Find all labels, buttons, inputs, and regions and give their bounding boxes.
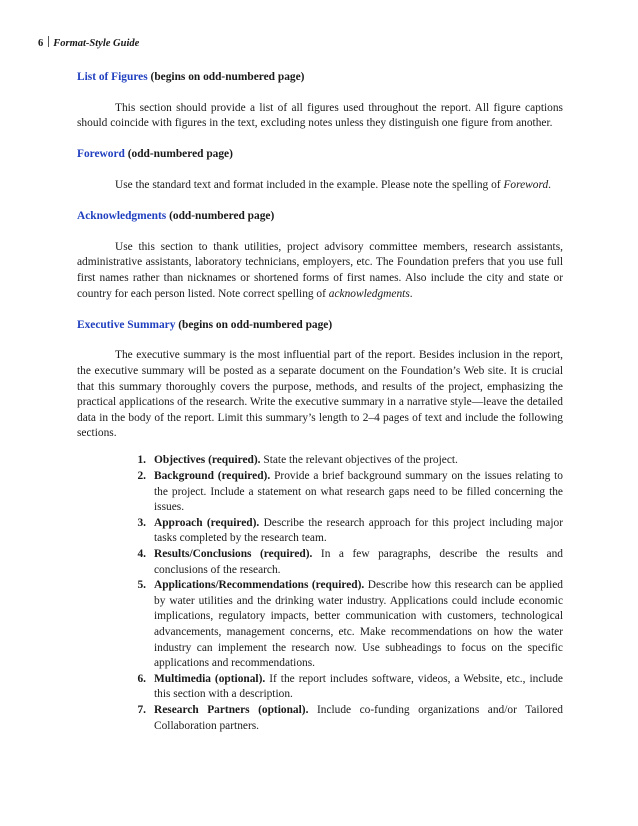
running-title: Format-Style Guide bbox=[53, 38, 140, 49]
item-label: Approach (required). bbox=[154, 516, 260, 529]
section-heading-executive-summary bbox=[77, 318, 563, 334]
item-text: Provide a brief background summary on the issues relating to the project. Include a statement on what research gaps need to be filled concerning the issues. bbox=[154, 470, 563, 514]
item-text-wrap bbox=[154, 547, 563, 578]
item-label: Objectives (required). bbox=[154, 454, 261, 467]
section-heading-foreword bbox=[77, 147, 563, 163]
item-text-wrap bbox=[154, 469, 563, 516]
list-item bbox=[77, 547, 563, 578]
item-text-wrap bbox=[154, 453, 563, 469]
list-item bbox=[77, 516, 563, 547]
item-number: 4. bbox=[137, 548, 146, 561]
item-number: 2. bbox=[137, 470, 146, 483]
section-note: (odd-numbered page) bbox=[169, 210, 275, 223]
section-title[interactable]: Acknowledgments bbox=[77, 210, 167, 223]
item-text: If the report includes software, videos, a Website, etc., include this section with a description. bbox=[154, 672, 563, 701]
body-text: Use the standard text and format included in the example. Please note the spelling of bbox=[115, 178, 504, 191]
page-number: 6 bbox=[38, 38, 44, 49]
item-label: Research Partners (optional). bbox=[154, 703, 309, 716]
body-text: . bbox=[548, 178, 552, 191]
item-text: Describe the research approach for this project including major tasks completed by the research team. bbox=[154, 516, 563, 545]
item-label: Background (required). bbox=[154, 470, 271, 483]
section-note: (begins on odd-numbered page) bbox=[150, 71, 305, 83]
running-header bbox=[38, 36, 139, 49]
item-number: 6. bbox=[137, 672, 146, 685]
list-item bbox=[77, 578, 563, 672]
section-heading-acknowledgments bbox=[77, 209, 563, 225]
list-item bbox=[77, 469, 563, 516]
item-text: State the relevant objectives of the project. bbox=[263, 454, 458, 467]
list-item bbox=[77, 672, 563, 703]
list-item bbox=[77, 453, 563, 469]
summary-sections-list bbox=[77, 453, 563, 734]
section-note: (begins on odd-numbered page) bbox=[178, 318, 333, 331]
item-number: 3. bbox=[137, 516, 146, 529]
item-text: In a few paragraphs, describe the results and conclusions of the research. bbox=[154, 548, 563, 576]
item-text-wrap bbox=[154, 578, 563, 672]
section-body: The executive summary is the most influential part of the report. Besides inclusion in the report, the executive summary will be posted as a separate document on the Foundation’s Web site. It is crucial that this summary thoroughly covers the purpose, methods, and results of the project, emphasizing the practical applications of the research. Write the executive summary in a narrative style—leave the detailed data in the body of the report. Limit this summary’s length to 2–4 pages of text and include the following sections. bbox=[77, 349, 563, 440]
item-text: Describe how this research can be applied by water utilities and the drinking water industry. Applications could include economic implications, regulatory impacts, better communication with customers, technological advancements, management concerns, etc. Make recommendations on how the water industry can implement the research now. Use subheadings to focus on the specific applications and recommendations. bbox=[154, 579, 563, 670]
item-text-wrap bbox=[154, 672, 563, 703]
header-divider bbox=[48, 36, 49, 47]
section-note: (odd-numbered page) bbox=[127, 148, 233, 161]
item-number: 1. bbox=[137, 454, 146, 467]
item-label: Results/Conclusions (required). bbox=[154, 548, 313, 561]
item-label: Applications/Recommendations (required). bbox=[154, 579, 365, 592]
section-body: This section should provide a list of all figures used throughout the report. All figure captions should coincide with figures in the text, excluding notes unless they distinguish one figure from another. bbox=[77, 101, 563, 130]
body-term: acknowledgments bbox=[328, 287, 410, 300]
item-text-wrap bbox=[154, 516, 563, 547]
item-label: Multimedia (optional). bbox=[154, 672, 266, 685]
item-number: 5. bbox=[137, 579, 146, 592]
item-text: Include co-funding organizations and/or Tailored Collaboration partners. bbox=[154, 703, 563, 732]
section-body bbox=[77, 240, 563, 302]
section-title[interactable]: Executive Summary bbox=[77, 318, 176, 331]
section-title[interactable]: List of Figures bbox=[77, 71, 148, 83]
page-content bbox=[77, 70, 563, 734]
item-number: 7. bbox=[137, 703, 146, 716]
body-text: Use this section to thank utilities, project advisory committee members, research assistants, administrative assistants, laboratory technicians, employers, etc. The Foundation prefers that you use full first names rather than nicknames or shortened forms of first names. Also include the city and state or country for each person listed. Note correct spelling of bbox=[77, 240, 563, 300]
list-item bbox=[77, 703, 563, 734]
section-title[interactable]: Foreword bbox=[77, 148, 125, 161]
body-term: Foreword bbox=[503, 178, 549, 191]
section-heading-list-of-figures bbox=[77, 70, 563, 86]
item-text-wrap bbox=[154, 703, 563, 734]
section-body bbox=[77, 178, 563, 194]
body-text: . bbox=[409, 287, 413, 300]
